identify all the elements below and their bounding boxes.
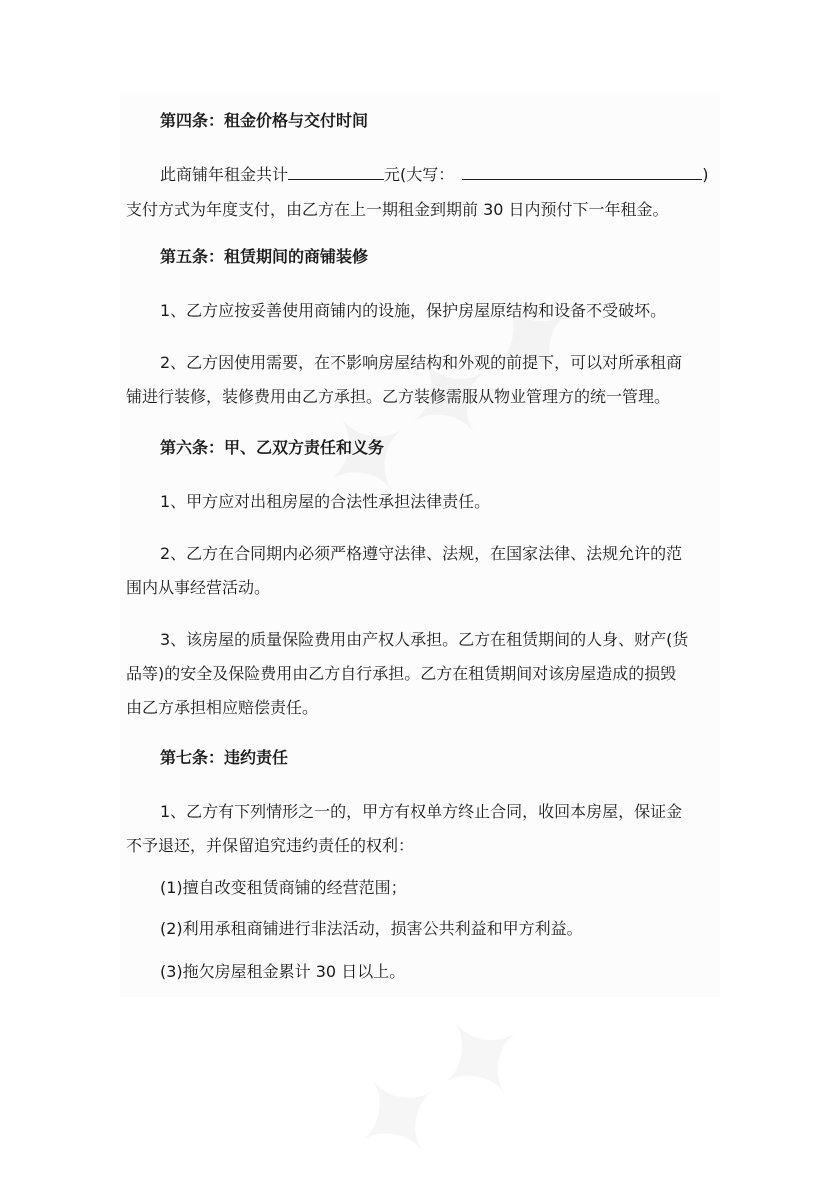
article-4-heading: 第四条：租金价格与交付时间 [160,111,369,130]
rent-amount-line [160,163,709,186]
rent-uppercase-label: 元(大写： [384,165,455,184]
rent-uppercase-blank [462,163,702,180]
article-6-clause-2-line-1: 2、乙方在合同期内必须严格遵守法律、法规，在国家法律、法规允许的范 [160,544,683,563]
list-item: (1)擅自改变租赁商铺的经营范围； [160,878,407,897]
article-6-clause-3-line-2: 品等)的安全及保险费用由乙方自行承担。乙方在租赁期间对该房屋造成的损毁 [126,664,677,683]
article-6-clause-3-line-1: 3、该房屋的质量保险费用由产权人承担。乙方在租赁期间的人身、财产(货 [160,630,689,649]
article-6-heading: 第六条：甲、乙双方责任和义务 [160,438,385,457]
watermark [318,975,562,1204]
rent-close-paren: ) [702,165,709,184]
article-6-clause-1: 1、甲方应对出租房屋的合法性承担法律责任。 [160,492,491,511]
article-5-clause-2-line-1: 2、乙方因使用需要，在不影响房屋结构和外观的前提下，可以对所承租商 [160,353,683,372]
list-item: (2)利用承租商铺进行非法活动，损害公共利益和甲方利益。 [160,919,583,938]
payment-method-line: 支付方式为年度支付，由乙方在上一期租金到期前 30 日内预付下一年租金。 [126,200,669,219]
article-5-clause-2-line-2: 铺进行装修，装修费用由乙方承担。乙方装修需服从物业管理方的统一管理。 [126,387,671,406]
rent-label: 此商铺年租金共计 [160,165,289,184]
article-5-heading: 第五条：租赁期间的商铺装修 [160,247,369,266]
article-7-clause-1-line-2: 不予退还，并保留追究违约责任的权利： [126,836,415,855]
article-5-clause-1: 1、乙方应按妥善使用商铺内的设施，保护房屋原结构和设备不受破坏。 [160,301,667,320]
article-6-clause-3-line-3: 由乙方承担相应赔偿责任。 [126,698,319,717]
article-7-clause-1-line-1: 1、乙方有下列情形之一的，甲方有权单方终止合同，收回本房屋，保证金 [160,802,683,821]
list-item: (3)拖欠房屋租金累计 30 日以上。 [160,962,406,981]
article-6-clause-2-line-2: 围内从事经营活动。 [126,578,271,597]
article-7-heading: 第七条：违约责任 [160,748,289,767]
rent-amount-blank [288,163,384,180]
